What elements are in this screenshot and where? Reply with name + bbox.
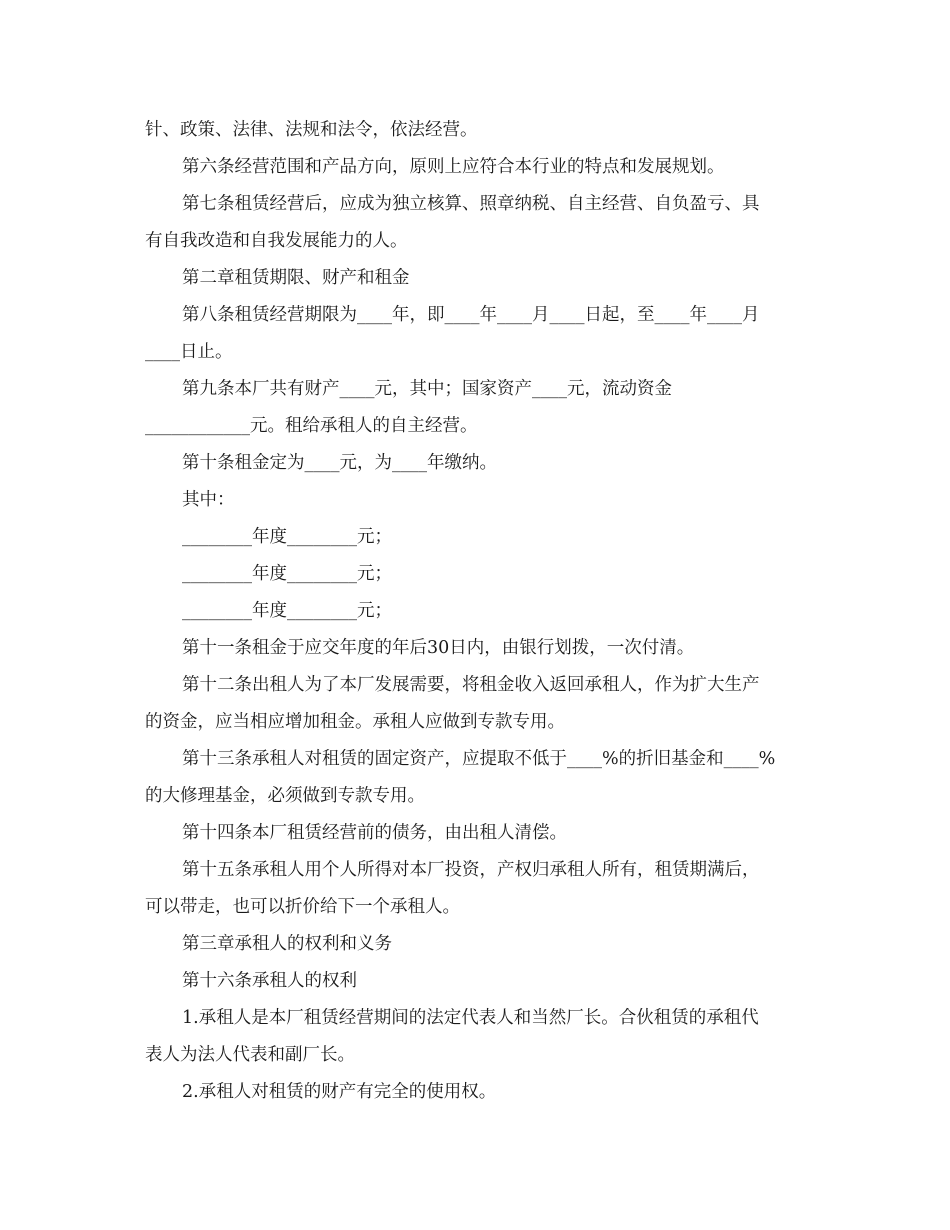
text-line: 第十五条承租人用个人所得对本厂投资，产权归承租人所有，租赁期满后， bbox=[182, 860, 760, 880]
text-line: 第十三条承租人对租赁的固定资产，应提取不低于____%的折旧基金和____% bbox=[182, 749, 776, 769]
text-line: 2.承租人对租赁的财产有完全的使用权。 bbox=[182, 1082, 497, 1102]
text-line: 第七条租赁经营后，应成为独立核算、照章纳税、自主经营、自负盈亏、具 bbox=[182, 194, 760, 214]
text-line: 的资金，应当相应增加租金。承租人应做到专款专用。 bbox=[145, 712, 565, 732]
text-line: ________年度________元； bbox=[182, 527, 392, 547]
text-line: ____日止。 bbox=[145, 342, 233, 362]
text-line: ____________元。租给承租人的自主经营。 bbox=[145, 416, 478, 436]
text-line: 第十条租金定为____元，为____年缴纳。 bbox=[182, 453, 497, 473]
text-line: 第十六条承租人的权利 bbox=[182, 971, 357, 991]
text-line: 表人为法人代表和副厂长。 bbox=[145, 1045, 355, 1065]
text-line: 有自我改造和自我发展能力的人。 bbox=[145, 231, 408, 251]
text-line: ________年度________元； bbox=[182, 564, 392, 584]
chapter-heading: 第三章承租人的权利和义务 bbox=[182, 934, 392, 954]
text-line: 第九条本厂共有财产____元，其中；国家资产____元，流动资金 bbox=[182, 379, 672, 399]
text-line: 针、政策、法律、法规和法令，依法经营。 bbox=[145, 120, 478, 140]
text-line: 可以带走，也可以折价给下一个承租人。 bbox=[145, 897, 460, 917]
text-line: 第六条经营范围和产品方向，原则上应符合本行业的特点和发展规划。 bbox=[182, 157, 725, 177]
chapter-heading: 第二章租赁期限、财产和租金 bbox=[182, 268, 410, 288]
text-line: 第十四条本厂租赁经营前的债务，由出租人清偿。 bbox=[182, 823, 567, 843]
text-line: 其中： bbox=[182, 490, 235, 510]
text-line: ________年度________元； bbox=[182, 601, 392, 621]
text-line: 第十二条出租人为了本厂发展需要，将租金收入返回承租人，作为扩大生产 bbox=[182, 675, 760, 695]
text-line: 第十一条租金于应交年度的年后30日内，由银行划拨，一次付清。 bbox=[182, 638, 695, 658]
text-line: 的大修理基金，必须做到专款专用。 bbox=[145, 786, 425, 806]
text-line: 1.承租人是本厂租赁经营期间的法定代表人和当然厂长。合伙租赁的承租代 bbox=[182, 1008, 759, 1028]
document-body bbox=[145, 112, 805, 1111]
text-line: 第八条租赁经营期限为____年，即____年____月____日起，至____年____月 bbox=[182, 305, 760, 325]
